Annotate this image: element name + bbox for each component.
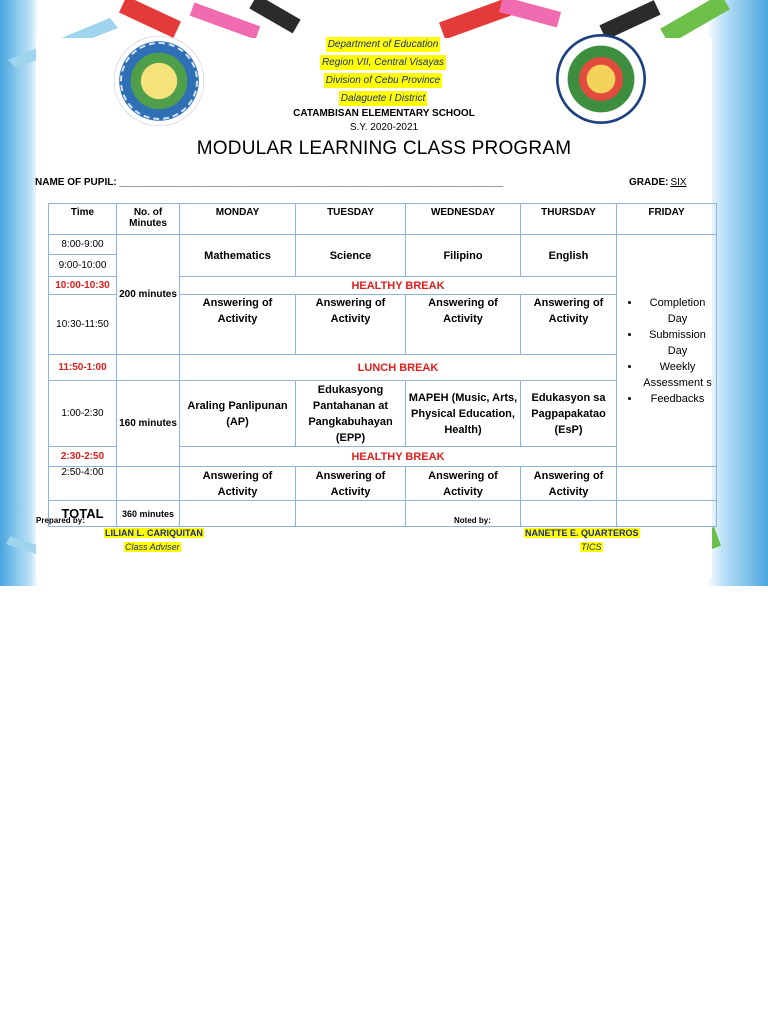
- friday-item: • Weekly Assessment s: [641, 359, 714, 391]
- activity-thursday-pm: Answering of Activity: [521, 467, 617, 501]
- friday-item: • Feedbacks: [641, 391, 714, 407]
- grade-label: GRADE:: [629, 177, 669, 188]
- total-minutes: 360 minutes: [117, 501, 180, 527]
- table-row: [49, 355, 717, 381]
- subject-wednesday-am: Filipino: [406, 235, 521, 277]
- total-empty: [296, 501, 406, 527]
- subject-tuesday-pm: Edukasyong Pantahanan at Pangkabuhayan (EPP): [296, 381, 406, 447]
- subject-thursday-pm: Edukasyon sa Pagpapakatao (EsP): [521, 381, 617, 447]
- table-total-row: [49, 501, 717, 527]
- prepared-by-role: Class Adviser: [125, 542, 180, 552]
- total-empty: [180, 501, 296, 527]
- minutes-morning: 200 minutes: [117, 235, 180, 355]
- activity-tuesday-pm: Answering of Activity: [296, 467, 406, 501]
- total-empty: [521, 501, 617, 527]
- friday-item: • Completion Day: [641, 295, 714, 327]
- document-title: MODULAR LEARNING CLASS PROGRAM: [196, 138, 572, 159]
- subject-monday-am: Mathematics: [180, 235, 296, 277]
- activity-wednesday-pm: Answering of Activity: [406, 467, 521, 501]
- healthy-break-morning: HEALTHY BREAK: [180, 277, 617, 295]
- time-cell-break: 10:00-10:30: [49, 277, 117, 295]
- prepared-by-name: LILIAN L. CARIQUITAN: [105, 528, 203, 538]
- header-thursday: THURSDAY: [521, 204, 617, 235]
- noted-by-label: Noted by:: [454, 516, 491, 525]
- grade-line: [629, 177, 687, 188]
- time-cell: 1:00-2:30: [49, 381, 117, 447]
- activity-monday-am: Answering of Activity: [180, 295, 296, 355]
- minutes-lunch-empty: [117, 355, 180, 381]
- friday-item: • Submission Day: [641, 327, 714, 359]
- time-cell: 2:50-4:00: [49, 467, 117, 501]
- region-line: Region VII, Central Visayas: [321, 57, 445, 68]
- pupil-name-line: NAME OF PUPIL: _____________________________________________________________________: [35, 177, 504, 188]
- time-cell: 10:30-11:50: [49, 295, 117, 355]
- deped-header: [318, 34, 448, 106]
- minutes-afternoon: 160 minutes: [117, 381, 180, 467]
- activity-monday-pm: Answering of Activity: [180, 467, 296, 501]
- total-empty: [617, 501, 717, 527]
- table-header-row: [49, 204, 717, 235]
- friday-empty: [617, 467, 717, 501]
- lunch-break: LUNCH BREAK: [180, 355, 617, 381]
- subject-tuesday-am: Science: [296, 235, 406, 277]
- department-line: Department of Education: [327, 39, 439, 50]
- header-wednesday: WEDNESDAY: [406, 204, 521, 235]
- district-line: Dalaguete I District: [340, 93, 426, 104]
- friday-list: [619, 295, 714, 407]
- activity-tuesday-am: Answering of Activity: [296, 295, 406, 355]
- header-tuesday: TUESDAY: [296, 204, 406, 235]
- school-name: CATAMBISAN ELEMENTARY SCHOOL: [293, 108, 475, 119]
- noted-by-role: TICS: [581, 542, 602, 552]
- header-friday: FRIDAY: [617, 204, 717, 235]
- subject-thursday-am: English: [521, 235, 617, 277]
- subject-monday-pm: Araling Panlipunan (AP): [180, 381, 296, 447]
- header-minutes: No. of Minutes: [117, 204, 180, 235]
- subject-wednesday-pm: MAPEH (Music, Arts, Physical Education, Health): [406, 381, 521, 447]
- time-cell: 9:00-10:00: [49, 255, 117, 277]
- activity-wednesday-am: Answering of Activity: [406, 295, 521, 355]
- healthy-break-afternoon: HEALTHY BREAK: [180, 447, 617, 467]
- table-row: [49, 467, 717, 501]
- school-year: S.Y. 2020-2021: [349, 122, 419, 133]
- class-program-table: [48, 203, 717, 527]
- table-row: [49, 381, 717, 447]
- time-cell-lunch: 11:50-1:00: [49, 355, 117, 381]
- division-line: Division of Cebu Province: [325, 75, 441, 86]
- table-row: [49, 235, 717, 255]
- prepared-by-label: Prepared by:: [36, 516, 85, 525]
- time-cell: 8:00-9:00: [49, 235, 117, 255]
- grade-value: SIX: [670, 177, 687, 188]
- friday-cell: [617, 235, 717, 467]
- header-monday: MONDAY: [180, 204, 296, 235]
- activity-thursday-am: Answering of Activity: [521, 295, 617, 355]
- time-cell-break: 2:30-2:50: [49, 447, 117, 467]
- minutes-empty: [117, 467, 180, 501]
- noted-by-name: NANETTE E. QUARTEROS: [525, 528, 639, 538]
- total-label: TOTAL: [49, 501, 117, 527]
- header-time: Time: [49, 204, 117, 235]
